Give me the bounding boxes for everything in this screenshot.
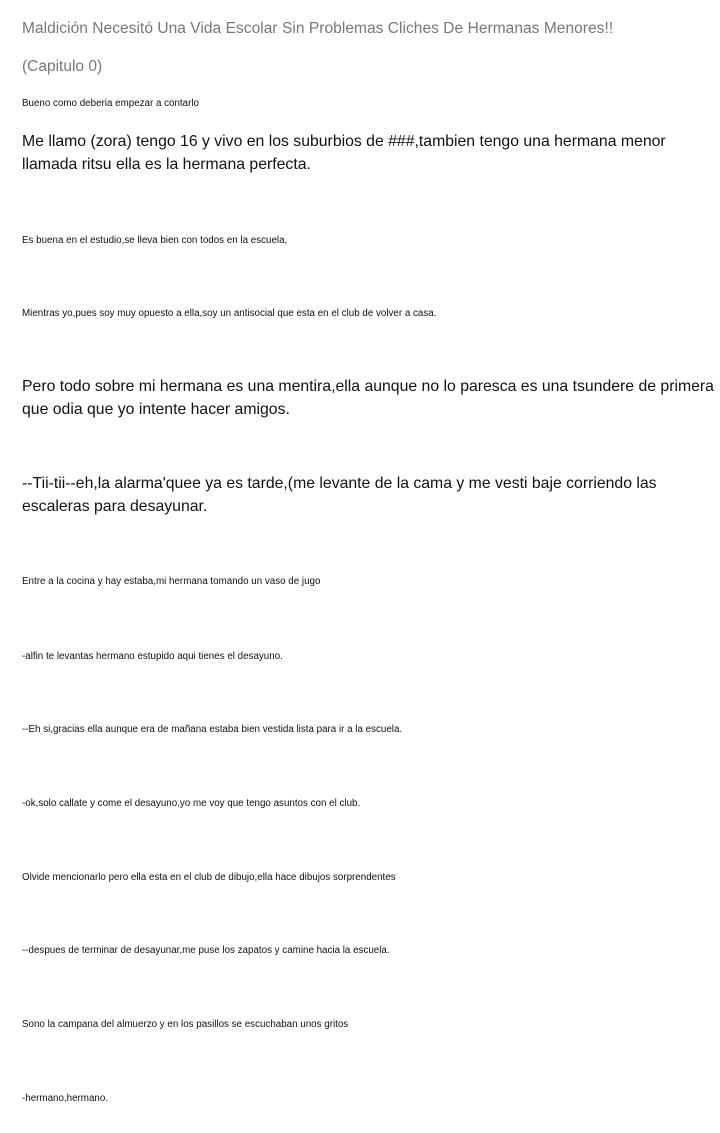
paragraph-4: Mientras yo,pues soy muy opuesto a ella,soy un antisocial que esta en el club de volver a casa.	[22, 308, 437, 319]
paragraph-2: Me llamo (zora) tengo 16 y vivo en los suburbios de ###,tambien tengo una hermana menor llamada ritsu ella es la hermana perfecta.	[22, 133, 666, 173]
paragraph-14: -hermano,hermano.	[22, 1093, 109, 1104]
paragraph-8: -alfin te levantas hermano estupido aqui tienes el desayuno.	[22, 651, 283, 662]
document-title: Maldición Necesitó Una Vida Escolar Sin Problemas Cliches De Hermanas Menores!!	[22, 20, 614, 37]
paragraph-1: Bueno como deberia empezar a contarlo	[22, 98, 199, 109]
paragraph-3: Es buena en el estudio,se lleva bien con todos en la escuela,	[22, 235, 288, 246]
paragraph-7: Entre a la cocina y hay estaba,mi hermana tomando un vaso de jugo	[22, 576, 321, 587]
paragraph-11: Olvide mencionarlo pero ella esta en el club de dibujo,ella hace dibujos sorprendentes	[22, 872, 396, 883]
paragraph-9: --Eh si,gracias ella aunque era de mañana estaba bien vestida lista para ir a la escuela.	[22, 724, 403, 735]
paragraph-12: --despues de terminar de desayunar,me puse los zapatos y camine hacia la escuela.	[22, 945, 390, 956]
paragraph-5: Pero todo sobre mi hermana es una mentira,ella aunque no lo paresca es una tsundere de primera que odia que yo intente hacer amigos.	[22, 378, 714, 418]
paragraph-10: -ok,solo callate y come el desayuno,yo me voy que tengo asuntos con el club.	[22, 798, 361, 809]
paragraph-6: --Tii-tii--eh,la alarma'quee ya es tarde,(me levante de la cama y me vesti baje corriendo las escaleras para desayunar.	[22, 475, 657, 515]
chapter-label: (Capitulo 0)	[22, 58, 103, 75]
paragraph-13: Sono la campana del almuerzo y en los pasillos se escuchaban unos gritos	[22, 1019, 349, 1030]
